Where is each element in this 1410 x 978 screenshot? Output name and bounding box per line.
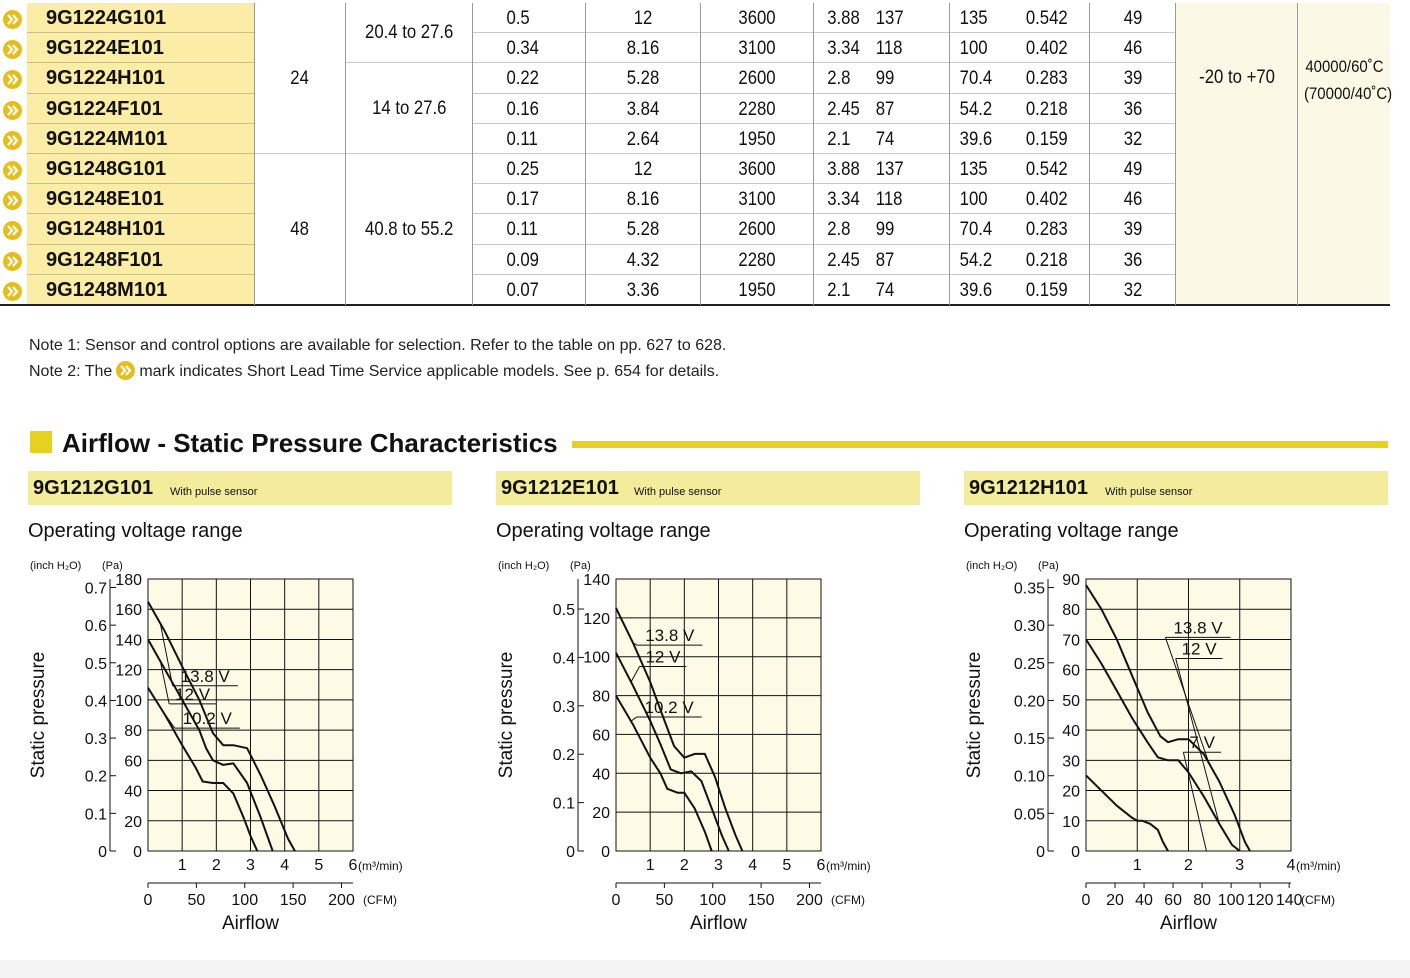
model-cell: [27, 63, 254, 93]
expected-life-line1: 40000/60˚C: [1304, 57, 1384, 76]
heading-marker: [30, 431, 52, 453]
column-divider: [1089, 3, 1090, 305]
m3-tick-label: 3: [246, 857, 255, 874]
cfm-tick-label: 40: [1135, 892, 1153, 909]
inch-tick-label: 0.6: [84, 618, 107, 636]
table-row-divider: [473, 183, 1176, 184]
lead-time-icon: [3, 252, 22, 271]
cfm-tick-label: 0: [1081, 892, 1091, 909]
m3-tick-label: 6: [348, 857, 358, 874]
section-title: Airflow - Static Pressure Characteristics: [62, 428, 558, 458]
heading-rule: [572, 441, 1388, 448]
cell-current: 0.11: [506, 128, 538, 150]
table-row-divider: [473, 32, 1176, 33]
model-name: 9G1248F101: [46, 248, 163, 271]
cfm-tick-label: 50: [655, 892, 674, 909]
inch-tick-label: 0.5: [552, 602, 575, 620]
model-cell: [27, 124, 254, 154]
cfm-tick-label: 0: [611, 892, 621, 909]
m3-tick-label: 1: [177, 857, 187, 874]
table-row-divider: [0, 304, 1390, 306]
x-units-cfm: (CFM): [831, 893, 865, 907]
airflow-chart-1: [28, 561, 428, 941]
inch-tick-label: 0.2: [552, 747, 575, 765]
x-units-m3: (m³/min): [358, 859, 403, 873]
m3-tick-label: 4: [280, 857, 290, 874]
pa-tick-label: 120: [583, 610, 610, 628]
model-name: 9G1224H101: [46, 67, 165, 90]
cell-current: 0.09: [506, 249, 539, 271]
inch-tick-label: 0: [98, 844, 107, 861]
series-label: 12 V: [1181, 639, 1217, 659]
inch-tick-label: 0.4: [84, 693, 107, 711]
cell-airflow-cfm: 137: [875, 8, 904, 29]
series-label: 12 V: [175, 684, 211, 704]
airflow-chart-3: [964, 561, 1364, 941]
cell-airflow-cfm: 118: [875, 189, 903, 211]
cell-current: 0.11: [506, 219, 538, 241]
y-units-inch: (inch H₂O): [498, 561, 550, 572]
inch-tick-label: 0.25: [1013, 655, 1045, 673]
panel-model-note: With pulse sensor: [1105, 486, 1193, 498]
cell-speed: 3600: [738, 8, 776, 29]
cell-power: 12: [633, 8, 653, 29]
cfm-tick-label: 200: [328, 892, 355, 909]
cell-pressure-inch: 0.218: [1025, 98, 1068, 120]
column-divider: [1175, 3, 1176, 305]
cell-airflow-m3: 2.45: [827, 98, 860, 120]
cell-airflow-m3: 3.88: [827, 8, 860, 29]
cell-airflow-cfm: 74: [875, 128, 895, 150]
x-axis-label: Airflow: [689, 913, 748, 934]
cell-pressure-inch: 0.542: [1025, 159, 1068, 180]
lead-time-icon: [116, 361, 135, 380]
lead-time-icon: [3, 221, 22, 240]
chart-panel-1: [28, 471, 453, 961]
cfm-tick-label: 60: [1164, 892, 1182, 909]
inch-tick-label: 0.2: [84, 768, 107, 786]
temperature-range: -20 to +70: [1199, 67, 1275, 88]
m3-tick-label: 6: [816, 857, 826, 874]
column-divider: [585, 3, 586, 305]
model-cell: [27, 275, 254, 305]
y-axis-label: Static pressure: [496, 651, 517, 779]
inch-tick-label: 0.20: [1013, 693, 1045, 711]
pa-tick-label: 160: [115, 602, 142, 620]
cell-speed: 2600: [738, 68, 776, 90]
panel-header: [28, 471, 452, 505]
cell-pressure-inch: 0.218: [1025, 249, 1068, 271]
x-units-m3: (m³/min): [1296, 859, 1341, 873]
inch-tick-label: 0.1: [552, 795, 575, 813]
chart-panel-3: [964, 471, 1389, 961]
model-cell: [27, 154, 254, 184]
cell-power: 12: [633, 159, 653, 180]
cell-speed: 1950: [738, 279, 776, 301]
inch-tick-label: 0.30: [1013, 618, 1045, 636]
inch-tick-label: 0.3: [84, 731, 107, 749]
cell-current: 0.25: [506, 159, 539, 180]
cell-pressure-pa: 135: [959, 159, 988, 180]
cell-noise: 49: [1123, 159, 1143, 180]
cell-speed: 2280: [738, 98, 776, 120]
y-units-inch: (inch H₂O): [30, 561, 82, 572]
cell-current: 0.07: [506, 279, 539, 301]
cell-pressure-inch: 0.283: [1025, 68, 1068, 90]
expected-life-line2: (70000/40˚C): [1304, 84, 1393, 103]
cfm-tick-label: 0: [143, 892, 153, 909]
cell-pressure-inch: 0.402: [1025, 38, 1068, 60]
column-divider: [700, 3, 701, 305]
inch-tick-label: 0.35: [1013, 580, 1045, 598]
cell-power: 5.28: [626, 68, 660, 90]
table-row: [0, 245, 1390, 275]
airflow-chart-2: [496, 561, 896, 941]
model-cell: [27, 33, 254, 63]
cell-noise: 32: [1123, 128, 1143, 150]
lead-time-icon: [3, 131, 22, 150]
cell-airflow-cfm: 118: [875, 38, 903, 60]
inch-tick-label: 0.10: [1013, 768, 1045, 786]
pa-tick-label: 80: [124, 723, 142, 741]
y-units-pa: (Pa): [1038, 561, 1059, 572]
note-2-suffix: mark indicates Short Lead Time Service applicable models. See p. 654 for details.: [139, 363, 720, 380]
voltage-range-24-b: 14 to 27.6: [371, 98, 447, 119]
m3-tick-label: 2: [679, 857, 689, 874]
cell-pressure-pa: 39.6: [959, 279, 993, 301]
column-divider: [472, 3, 473, 305]
y-units-pa: (Pa): [570, 561, 591, 572]
voltage-range-48: 40.8 to 55.2: [364, 219, 454, 240]
note-2: [29, 361, 719, 381]
cell-airflow-m3: 2.8: [827, 68, 851, 90]
series-label: 12 V: [645, 647, 681, 667]
pa-tick-label: 20: [124, 813, 142, 831]
cell-pressure-pa: 54.2: [959, 249, 993, 271]
pa-tick-label: 20: [1062, 783, 1080, 801]
series-label: 10.2 V: [182, 709, 232, 729]
pa-tick-label: 100: [583, 649, 610, 667]
cell-pressure-inch: 0.159: [1025, 279, 1068, 301]
panel-subtitle: Operating voltage range: [28, 520, 243, 542]
table-row: [0, 275, 1390, 305]
inch-tick-label: 0: [1036, 844, 1045, 861]
cell-noise: 36: [1123, 249, 1143, 271]
pa-tick-label: 40: [592, 766, 610, 784]
lead-time-icon: [3, 10, 22, 29]
panel-model-name: 9G1212H101: [969, 477, 1088, 499]
cfm-tick-label: 200: [796, 892, 823, 909]
cell-power: 3.84: [626, 98, 660, 120]
cell-pressure-inch: 0.402: [1025, 189, 1068, 211]
m3-tick-label: 1: [1132, 857, 1142, 874]
cell-airflow-cfm: 137: [875, 159, 904, 180]
column-divider: [813, 3, 814, 305]
inch-tick-label: 0: [566, 844, 575, 861]
cell-current: 0.16: [506, 98, 539, 120]
cell-speed: 3100: [738, 189, 776, 211]
cell-airflow-cfm: 74: [875, 279, 895, 301]
panel-subtitle: Operating voltage range: [964, 520, 1179, 542]
cfm-tick-label: 100: [231, 892, 259, 909]
cfm-tick-label: 120: [1246, 892, 1274, 909]
model-name: 9G1224M101: [46, 127, 168, 150]
cfm-tick-label: 100: [699, 892, 727, 909]
lead-time-icon: [3, 191, 22, 210]
cell-current: 0.22: [506, 68, 539, 90]
m3-tick-label: 4: [1286, 857, 1296, 874]
cell-pressure-inch: 0.542: [1025, 8, 1068, 29]
m3-tick-label: 5: [314, 857, 324, 874]
pa-tick-label: 180: [115, 572, 142, 589]
cfm-tick-label: 100: [1217, 892, 1245, 909]
cfm-tick-label: 20: [1106, 892, 1124, 909]
cell-pressure-pa: 70.4: [959, 219, 993, 241]
y-axis-label: Static pressure: [964, 651, 985, 779]
series-label: 10.2 V: [644, 698, 694, 718]
cell-airflow-m3: 2.8: [827, 219, 851, 241]
inch-tick-label: 0.05: [1013, 806, 1045, 824]
cell-power: 8.16: [626, 189, 660, 211]
inch-tick-label: 0.4: [552, 650, 575, 668]
x-units-cfm: (CFM): [363, 893, 397, 907]
cell-noise: 32: [1123, 279, 1143, 301]
cell-airflow-cfm: 99: [875, 68, 895, 90]
cfm-tick-label: 50: [187, 892, 206, 909]
cfm-tick-label: 150: [747, 892, 775, 909]
cell-pressure-pa: 39.6: [959, 128, 993, 150]
cell-airflow-m3: 3.34: [827, 38, 860, 60]
panel-model-name: 9G1212G101: [33, 477, 154, 499]
table-row-divider: [473, 93, 1176, 94]
model-name: 9G1224F101: [46, 97, 163, 120]
table-row: [0, 214, 1390, 244]
model-cell: [27, 214, 254, 244]
m3-tick-label: 5: [782, 857, 792, 874]
model-name: 9G1248H101: [46, 218, 165, 241]
pa-tick-label: 0: [601, 844, 610, 861]
pa-tick-label: 0: [1071, 844, 1080, 861]
table-row-divider: [473, 213, 1176, 214]
cfm-tick-label: 140: [1275, 892, 1303, 909]
cell-pressure-pa: 54.2: [959, 98, 993, 120]
cell-noise: 46: [1123, 38, 1143, 60]
column-divider: [345, 3, 346, 305]
inch-tick-label: 0.7: [84, 580, 107, 598]
m3-tick-label: 1: [645, 857, 655, 874]
cell-power: 8.16: [626, 38, 660, 60]
model-cell: [27, 245, 254, 275]
model-cell: [27, 184, 254, 214]
group-divider: [255, 153, 473, 154]
cell-speed: 2280: [738, 249, 776, 271]
cell-airflow-cfm: 87: [875, 98, 895, 120]
panel-header: [496, 471, 920, 505]
series-label: 13.8 V: [180, 666, 230, 686]
cell-speed: 3100: [738, 38, 776, 60]
m3-tick-label: 2: [211, 857, 221, 874]
m3-tick-label: 4: [748, 857, 758, 874]
cell-pressure-pa: 70.4: [959, 68, 993, 90]
lead-time-icon: [3, 161, 22, 180]
cell-noise: 36: [1123, 98, 1143, 120]
y-units-inch: (inch H₂O): [966, 561, 1018, 572]
inch-tick-label: 0.5: [84, 655, 107, 673]
pa-tick-label: 40: [124, 783, 142, 801]
cell-noise: 39: [1123, 68, 1143, 90]
table-row: [0, 184, 1390, 214]
pa-tick-label: 100: [115, 692, 142, 710]
lead-time-icon: [3, 282, 22, 301]
cell-noise: 49: [1123, 8, 1143, 29]
column-divider: [1297, 3, 1298, 305]
pa-tick-label: 140: [583, 572, 610, 589]
series-label: 7 V: [1189, 733, 1215, 753]
y-axis-label: Static pressure: [28, 651, 49, 779]
cell-airflow-m3: 2.1: [827, 128, 851, 150]
pa-tick-label: 20: [592, 805, 610, 823]
rated-voltage-48: 48: [290, 219, 310, 240]
pa-tick-label: 10: [1062, 813, 1080, 831]
x-axis-label: Airflow: [1159, 913, 1218, 934]
cell-power: 4.32: [626, 249, 660, 271]
m3-tick-label: 2: [1184, 857, 1193, 874]
m3-tick-label: 3: [714, 857, 723, 874]
panel-header: [964, 471, 1388, 505]
x-units-cfm: (CFM): [1301, 893, 1335, 907]
cell-airflow-cfm: 87: [875, 249, 895, 271]
model-name: 9G1248E101: [46, 188, 164, 211]
cell-airflow-cfm: 99: [875, 219, 895, 241]
model-cell: [27, 3, 254, 33]
lead-time-icon: [3, 70, 22, 89]
cell-pressure-pa: 100: [959, 189, 988, 211]
chart-panel-2: [496, 471, 921, 961]
inch-tick-label: 0.15: [1013, 731, 1045, 749]
table-row-divider: [473, 153, 1176, 154]
table-row: [0, 154, 1390, 184]
cell-pressure-pa: 135: [959, 8, 988, 29]
page-bottom-strip: [0, 960, 1410, 978]
cell-airflow-m3: 3.88: [827, 159, 860, 180]
pa-tick-label: 120: [115, 662, 142, 680]
cell-airflow-m3: 2.1: [827, 279, 851, 301]
cell-power: 5.28: [626, 219, 660, 241]
panel-model-name: 9G1212E101: [501, 477, 619, 499]
cell-airflow-m3: 3.34: [827, 189, 860, 211]
cell-pressure-inch: 0.159: [1025, 128, 1068, 150]
table-row: [0, 3, 1390, 33]
panel-model-note: With pulse sensor: [170, 486, 258, 498]
table-row-divider: [473, 274, 1176, 275]
table-row-divider: [473, 244, 1176, 245]
expected-life: [1298, 53, 1393, 113]
pa-tick-label: 140: [115, 632, 142, 650]
pa-tick-label: 60: [1062, 662, 1080, 680]
table-row-divider: [473, 123, 1176, 124]
cell-speed: 3600: [738, 159, 776, 180]
cell-power: 3.36: [626, 279, 660, 301]
cell-pressure-pa: 100: [959, 38, 988, 60]
model-name: 9G1224G101: [46, 7, 167, 29]
series-label: 13.8 V: [1173, 618, 1223, 638]
table-row: [0, 33, 1390, 63]
cell-speed: 1950: [738, 128, 776, 150]
cell-power: 2.64: [626, 128, 660, 150]
group-divider: [346, 62, 473, 63]
cell-current: 0.34: [506, 38, 539, 60]
lead-time-icon: [3, 40, 22, 59]
cell-noise: 46: [1123, 189, 1143, 211]
inch-tick-label: 0.3: [552, 698, 575, 716]
model-name: 9G1248M101: [46, 278, 168, 301]
pa-tick-label: 0: [133, 844, 142, 861]
y-units-pa: (Pa): [102, 561, 123, 572]
pa-tick-label: 70: [1062, 632, 1080, 650]
pa-tick-label: 80: [1062, 602, 1080, 620]
cell-pressure-inch: 0.283: [1025, 219, 1068, 241]
pa-tick-label: 60: [592, 727, 610, 745]
cell-speed: 2600: [738, 219, 776, 241]
pa-tick-label: 80: [592, 688, 610, 706]
cell-noise: 39: [1123, 219, 1143, 241]
pa-tick-label: 50: [1062, 692, 1080, 710]
x-units-m3: (m³/min): [826, 859, 871, 873]
column-divider: [254, 3, 255, 305]
panel-subtitle: Operating voltage range: [496, 520, 711, 542]
note-1: Note 1: Sensor and control options are available for selection. Refer to the table on pp. 627 to 628.: [29, 337, 727, 354]
column-divider: [949, 3, 950, 305]
model-name: 9G1224E101: [46, 37, 164, 60]
inch-tick-label: 0.1: [84, 806, 107, 824]
cfm-tick-label: 80: [1193, 892, 1211, 909]
cell-current: 0.5: [506, 8, 530, 29]
table-row: [0, 124, 1390, 154]
rated-voltage-24: 24: [290, 68, 310, 89]
x-axis-label: Airflow: [221, 913, 280, 934]
table-row-divider: [473, 62, 1176, 63]
panel-model-note: With pulse sensor: [634, 486, 722, 498]
pa-tick-label: 90: [1062, 572, 1080, 589]
series-label: 13.8 V: [645, 626, 695, 646]
pa-tick-label: 30: [1062, 753, 1080, 771]
pa-tick-label: 40: [1062, 723, 1080, 741]
voltage-range-24-a: 20.4 to 27.6: [364, 22, 454, 43]
note-2-prefix: Note 2: The: [29, 363, 113, 380]
model-cell: [27, 94, 254, 124]
cell-current: 0.17: [506, 189, 539, 211]
lead-time-icon: [3, 101, 22, 120]
cfm-tick-label: 150: [279, 892, 307, 909]
model-name: 9G1248G101: [46, 158, 167, 180]
m3-tick-label: 3: [1235, 857, 1245, 874]
table-row: [0, 94, 1390, 124]
pa-tick-label: 60: [124, 753, 142, 771]
cell-airflow-m3: 2.45: [827, 249, 860, 271]
